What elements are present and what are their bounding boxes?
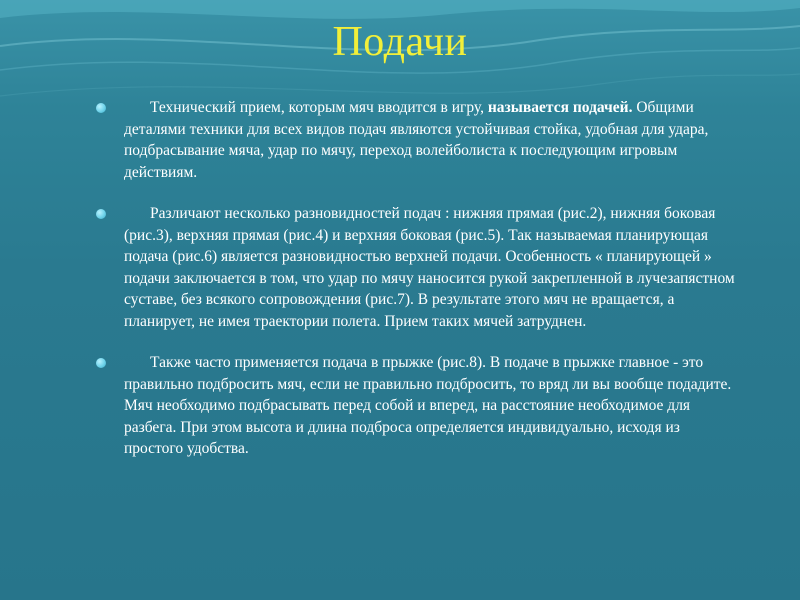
slide-title: Подачи <box>332 19 468 65</box>
bullet-text-3: Также часто применяется подача в прыжке (рис.8). В подаче в прыжке главное - это правильно подбросить мяч, если не правильно подбросить, то вряд ли вы вообще подадите. Мяч необходимо подбрасывать перед собой и вперед, на расстояние необходимое для разбега. При этом высота и длина подброса определяется индивидуально, исходя из простого удобства. <box>124 354 732 457</box>
bullet-dot-icon <box>96 209 106 219</box>
bullet-text-1b: Общими деталями техники для всех видов подач являются устойчивая стойка, удобная для удара, подбрасывание мяча, удар по мячу, переход волейболиста к последующим игровым действиям. <box>124 99 709 181</box>
bullet-text-1-bold: называется подачей. <box>487 99 633 116</box>
bullet-item-2 <box>96 203 736 332</box>
bullet-item-1 <box>96 97 736 183</box>
slide-content <box>96 97 736 480</box>
bullet-item-3 <box>96 352 736 460</box>
bullet-text-2: Различают несколько разновидностей подач : нижняя прямая (рис.2), нижняя боковая (рис.3), верхняя прямая (рис.4) и верхняя боковая (рис.5). Так называемая планирующая подача (рис.6) является разновидностью верхней подачи. Особенность « планирующей » подачи заключается в том, что удар по мячу наносится рукой закрепленной в лучезапястном суставе, без всякого сопровождения (рис.7). В результате этого мяч не вращается, а планирует, не имея траектории полета. Прием таких мячей затруднен. <box>124 205 735 330</box>
bullet-dot-icon <box>96 358 106 368</box>
bullet-text-1a: Технический прием, которым мяч вводится в игру, <box>150 99 488 116</box>
bullet-dot-icon <box>96 103 106 113</box>
